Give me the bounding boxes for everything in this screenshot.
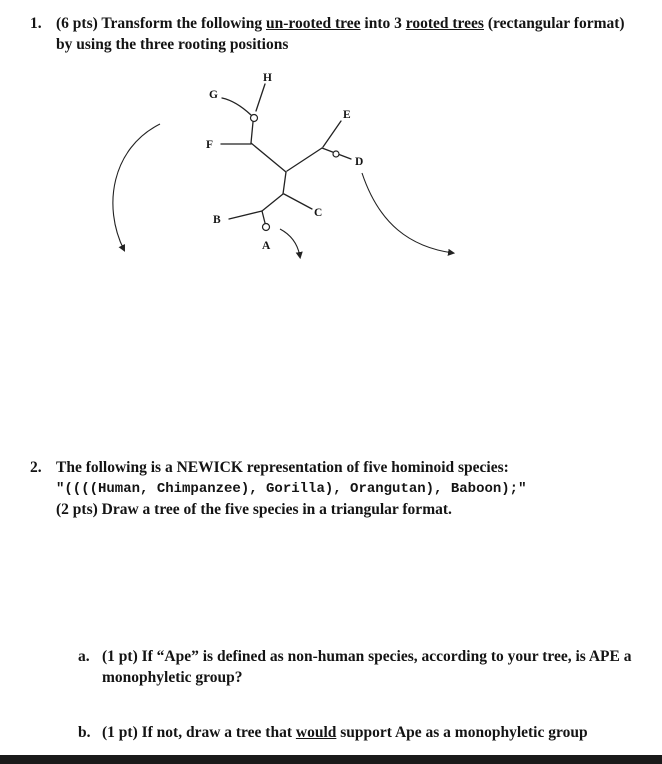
question-2-number: 2. — [30, 458, 42, 476]
tree-tip-labels — [206, 72, 363, 252]
question-1 — [30, 14, 636, 56]
rooting-arrow-bottom — [280, 229, 300, 257]
question-1-number: 1. — [30, 15, 42, 32]
question-2a-label: a. — [78, 648, 90, 666]
tip-label-e: E — [343, 108, 351, 121]
q1-text-rooted-underlined: rooted trees — [405, 15, 484, 32]
q2-intro-text: The following is a NEWICK representation of five hominoid species: — [56, 458, 509, 476]
branch-b — [229, 211, 262, 219]
rooting-marker-d-branch — [333, 151, 339, 157]
unrooted-tree-figure — [90, 66, 490, 284]
rooting-position-markers — [251, 114, 340, 230]
q2b-text-post: support Ape as a monophyletic group — [336, 724, 588, 742]
tree-branches — [221, 84, 351, 223]
tip-label-b: B — [213, 213, 221, 226]
question-2a — [78, 647, 636, 689]
question-2 — [30, 458, 636, 522]
q2-task-text: (2 pts) Draw a tree of the five species in a triangular format. — [56, 501, 452, 519]
q1-text-unrooted-underlined: un-rooted tree — [265, 15, 361, 32]
branch-c — [284, 194, 312, 209]
page-bottom-scan-edge — [0, 755, 662, 764]
question-2-body — [56, 458, 636, 522]
branch-g — [222, 98, 251, 115]
branch-to-a — [262, 211, 265, 223]
question-2b-label: b. — [78, 724, 91, 742]
q2b-text-would-underlined: would — [295, 724, 337, 742]
branch-ed-to-center — [287, 148, 322, 171]
rooting-marker-a-node — [263, 223, 270, 230]
branch-center-down — [283, 172, 286, 194]
tip-label-f: F — [206, 138, 214, 151]
rooting-marker-top — [251, 114, 258, 121]
question-1-text — [56, 14, 636, 56]
q1-text-post: (rectangular format) by using the three rooting positions — [56, 15, 625, 53]
rooting-arrow-right — [362, 173, 453, 253]
question-2a-text: (1 pt) If “Ape” is defined as non-human species, according to your tree, is APE a monophyletic group? — [102, 648, 632, 687]
tip-label-h: H — [263, 71, 272, 84]
rooting-arrow-left — [113, 124, 160, 250]
q1-text-mid: into 3 — [360, 15, 406, 32]
branch-e — [323, 121, 341, 147]
tip-label-d: D — [355, 155, 364, 168]
q2b-text-pre: (1 pt) If not, draw a tree that — [102, 724, 296, 742]
q2-newick-string: "((((Human, Chimpanzee), Gorilla), Orangutan), Baboon);" — [56, 480, 527, 497]
branch-to-b-junction — [262, 194, 283, 211]
question-2b-text — [102, 723, 636, 744]
tip-label-g: G — [209, 88, 218, 101]
branch-to-center — [251, 143, 286, 172]
branch-h — [256, 84, 265, 111]
branch-topnode-down — [251, 122, 253, 143]
q1-text-pre: (6 pts) Transform the following — [56, 15, 266, 32]
question-2b — [78, 723, 636, 744]
tip-label-c: C — [314, 206, 323, 219]
tip-label-a: A — [262, 239, 271, 252]
